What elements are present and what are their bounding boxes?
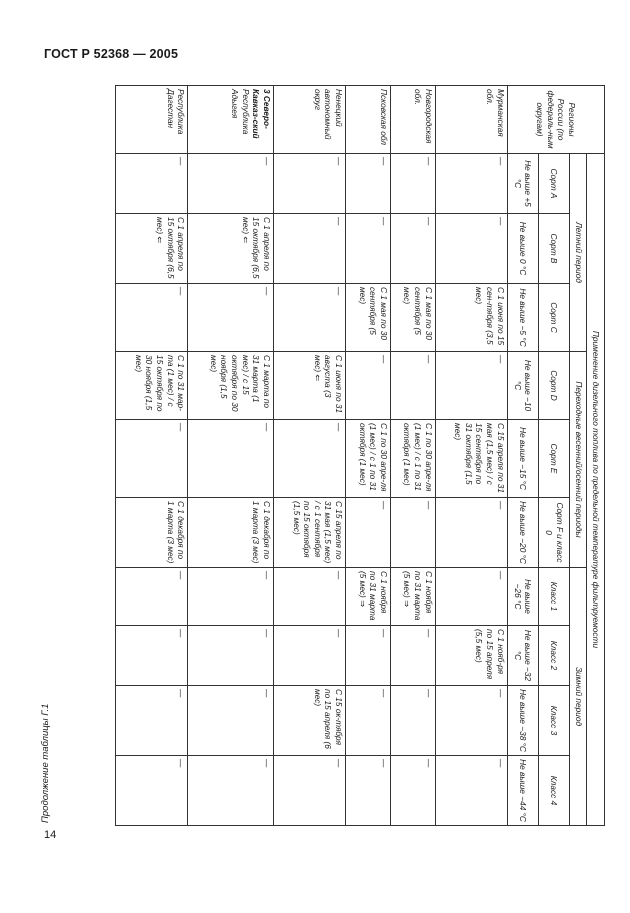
table-cell: — [435,686,507,756]
table-cell: — [435,154,507,214]
limit-header: Не выше +5 °С [507,154,538,214]
grade-header: Сорт B [538,214,569,284]
limit-header: Не выше 0 °С [507,214,538,284]
table-cell: С 1 по 30 апре-ля (1 мес) / с 1 по 31 октября (1 мес) [346,420,391,498]
table-cell: — [390,352,435,420]
table-cell: — [346,626,391,686]
table-cell: С 1 по 30 апре-ля (1 мес) / с 1 по 31 октября (1 мес) [390,420,435,498]
header-winter: Зимний период [570,568,588,826]
header-summer: Летний период [570,154,588,352]
table-cell: — [188,420,274,498]
table-cell: — [390,626,435,686]
table-cell: С 1 декабря по 1 марта (3 мес) [188,498,274,568]
table-cell: С 1 мая по 30 сентября (5 мес) [346,284,391,352]
table-cell: — [273,756,345,826]
limit-header: Не выше −10 °С [507,352,538,420]
table-cell: — [390,686,435,756]
table-cell: — [390,756,435,826]
document-title: ГОСТ Р 52368 — 2005 [44,47,179,61]
table-row [273,86,345,826]
limit-header: Не выше −26 °С [507,568,538,626]
table-cell: — [273,214,345,284]
table-cell: С 1 апреля по 15 октября (6,5 мес) ⇐ [116,214,188,284]
table-cell: — [188,568,274,626]
limit-header: Не выше −38 °С [507,686,538,756]
table-cell: С 1 декабря по 1 марта (3 мес) [116,498,188,568]
limit-header: Не выше −20 °С [507,498,538,568]
table-cell: — [116,284,188,352]
table-cell: — [346,154,391,214]
region-cell [188,86,274,154]
region-cell: Мурманская обл. [435,86,507,154]
table-cell: С 15 ок-тября по 15 апреля (6 мес) [273,686,345,756]
table-cell: — [346,498,391,568]
table-cell: — [116,686,188,756]
table-cell: — [273,420,345,498]
table-cell: — [273,568,345,626]
table-cell: — [435,214,507,284]
table-cell: С 15 апреля по 31 мая (1,5 мес) / с 1 сентября по 15 октября (1,5 мес) [273,498,345,568]
table-cell: — [116,154,188,214]
table-cell: — [188,284,274,352]
fuel-application-table [115,85,605,826]
table-cell: С 1 мая по 30 сентября (5 мес) [390,284,435,352]
limit-header: Не выше −32 °С [507,626,538,686]
table-cell: — [273,154,345,214]
header-application: Применение дизельного топлива по предельной температуре фильтруемости [587,154,605,826]
table-cell: — [116,420,188,498]
table-cell: — [188,686,274,756]
table-cell: С 15 апреля по 31 мая (1,5 мес) / с 15 сентября по 31 октября (1,5 мес) [435,420,507,498]
table-cell: — [273,626,345,686]
table-row [188,86,274,826]
limit-header: Не выше −5 °С [507,284,538,352]
table-cell: — [390,154,435,214]
grade-header: Сорт D [538,352,569,420]
table-cell: — [435,498,507,568]
rotated-table-container [115,85,605,825]
table-cell: — [346,686,391,756]
region-cell: Республика Дагестан [116,86,188,154]
region-cell: Псковская обл [346,86,391,154]
table-cell: — [435,568,507,626]
header-transitional: Переходные весенний/осенний периоды [570,352,588,568]
table-cell: С 1 апреля по 15 октября (6,5 мес) ⇐ [188,214,274,284]
header-regions: Регионы России (по федераль-ным округам) [507,86,604,154]
table-cell: — [435,756,507,826]
table-cell: — [346,352,391,420]
table-cell: — [346,756,391,826]
table-cell: С 1 по 31 мар-та (1 мес) / с 15 октября по 30 ноября (1,5 мес) [116,352,188,420]
region-group-label: 3 Северо-Кавказ-ский [251,89,272,139]
grade-header: Класс 2 [538,626,569,686]
grade-header: Сорт F и класс 0 [538,498,569,568]
region-cell: Ненецкий автономный округ [273,86,345,154]
table-row [390,86,435,826]
limit-header: Не выше −15 °С [507,420,538,498]
grade-header: Класс 3 [538,686,569,756]
table-cell: — [435,352,507,420]
table-cell: — [188,756,274,826]
page-number: 14 [44,829,57,841]
table-cell: — [188,154,274,214]
grade-header: Сорт C [538,284,569,352]
table-cell: — [346,214,391,284]
grade-header: Класс 4 [538,756,569,826]
table-cell: — [116,626,188,686]
table-cell: С 1 марта по 31 марта (1 мес) / с 15 октября по 30 ноября (1,5 мес) [188,352,274,420]
grade-header: Сорт E [538,420,569,498]
table-cell: С 1 ноября по 31 марта (5 мес) ⇒ [346,568,391,626]
region-cell: Новгородская обл. [390,86,435,154]
table-cell: — [188,626,274,686]
table-caption: Продолжение таблицы Г.1 [40,703,51,823]
table-row [435,86,507,826]
grade-header: Сорт A [538,154,569,214]
table-cell: — [116,756,188,826]
region-label: Республика Адыгея [230,89,251,135]
table-cell: — [390,498,435,568]
table-cell: С 1 июня по 31 августа (3 мес) ⇐ [273,352,345,420]
table-row [116,86,188,826]
limit-header: Не выше −44 °С [507,756,538,826]
table-cell: С 1 ноября по 31 марта (5 мес) ⇒ [390,568,435,626]
table-cell: — [390,214,435,284]
table-row [346,86,391,826]
grade-header: Класс 1 [538,568,569,626]
table-cell: — [273,284,345,352]
table-cell: — [116,568,188,626]
table-cell: С 1 июня по 15 сен-тября (3,5 мес) [435,284,507,352]
table-cell: С 1 нояб-ря по 15 апреля (5,5 мес) [435,626,507,686]
